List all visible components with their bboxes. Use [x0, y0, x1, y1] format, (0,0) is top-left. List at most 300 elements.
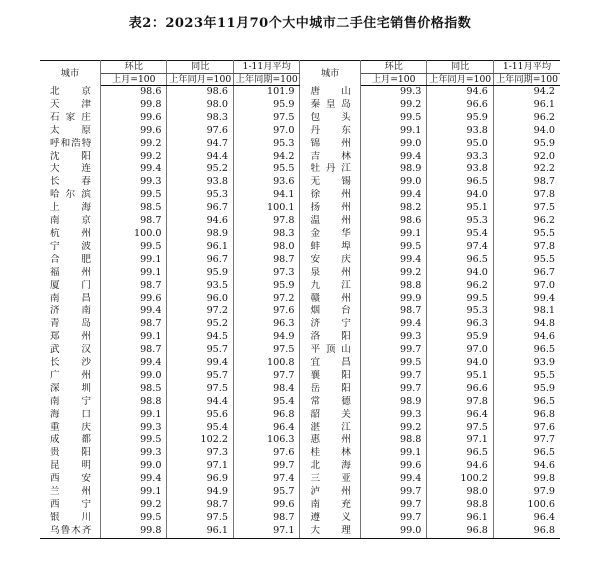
cell-city-left: 长春 [40, 176, 100, 189]
header-row-group [40, 61, 560, 74]
cell-city-right: 无锡 [300, 176, 360, 189]
cell-ytd-right: 97.9 [533, 486, 555, 498]
cell-ytd-left: 97.5 [233, 344, 300, 357]
table-row [40, 215, 560, 228]
cell-city-left: 重庆 [40, 422, 100, 435]
table-row [40, 241, 560, 254]
cell-yoy-left: 94.7 [167, 138, 234, 151]
cell-ytd-left: 98.7 [233, 254, 300, 267]
cell-city-right: 泸州 [300, 486, 360, 499]
cell-city-left: 北京 [40, 86, 100, 99]
cell-mom-right: 99.3 [360, 331, 427, 344]
table-row [40, 138, 560, 151]
cell-yoy-right: 93.8 [427, 163, 494, 176]
table-row [40, 305, 560, 318]
cell-mom-left: 99.0 [100, 370, 167, 383]
cell-mom-left: 98.5 [100, 202, 167, 215]
cell-city-left: 哈尔滨 [40, 189, 100, 202]
cell-city-right: 遵义 [300, 512, 360, 525]
cell-city-left: 厦门 [40, 280, 100, 293]
cell-city-right: 包头 [300, 112, 360, 125]
cell-yoy-right: 95.1 [427, 202, 494, 215]
cell-yoy-right: 96.6 [427, 99, 494, 112]
table-row [40, 434, 560, 447]
cell-yoy-right: 96.3 [427, 318, 494, 331]
cell-city-right: 平顶山 [300, 344, 360, 357]
cell-city-right: 秦皇岛 [300, 99, 360, 112]
cell-city-right: 洛阳 [300, 331, 360, 344]
cell-city-left: 贵阳 [40, 447, 100, 460]
cell-ytd-left: 100.8 [233, 357, 300, 370]
cell-yoy-right: 95.0 [427, 138, 494, 151]
cell-city-right: 烟台 [300, 305, 360, 318]
cell-ytd-right: 97.0 [533, 279, 555, 291]
cell-ytd-left: 95.4 [233, 396, 300, 409]
cell-ytd-right: 95.5 [533, 369, 555, 381]
cell-yoy-left: 94.4 [167, 396, 234, 409]
cell-mom-right: 99.0 [360, 138, 427, 151]
cell-yoy-right: 99.5 [427, 293, 494, 306]
cell-mom-right: 98.9 [360, 163, 427, 176]
cell-mom-right: 99.3 [360, 409, 427, 422]
cell-yoy-right: 93.3 [427, 151, 494, 164]
cell-ytd-right: 94.8 [533, 318, 555, 330]
cell-ytd-left: 97.5 [233, 112, 300, 125]
cell-ytd-left: 106.3 [233, 434, 300, 447]
table-row [40, 254, 560, 267]
cell-ytd-left: 99.7 [233, 460, 300, 473]
cell-yoy-right: 95.3 [427, 305, 494, 318]
cell-yoy-left: 95.6 [167, 409, 234, 422]
cell-city-right: 徐州 [300, 189, 360, 202]
cell-yoy-left: 98.6 [167, 86, 234, 99]
cell-mom-left: 99.3 [100, 422, 167, 435]
cell-yoy-left: 97.1 [167, 460, 234, 473]
cell-ytd-right: 98.7 [533, 176, 555, 188]
cell-yoy-left: 102.2 [167, 434, 234, 447]
cell-yoy-right: 96.5 [427, 176, 494, 189]
cell-mom-right: 99.2 [360, 422, 427, 435]
cell-yoy-left: 97.5 [167, 512, 234, 525]
cell-yoy-right: 93.8 [427, 125, 494, 138]
cell-city-left: 沈阳 [40, 151, 100, 164]
cell-ytd-left: 98.0 [233, 241, 300, 254]
cell-ytd-right: 99.8 [533, 473, 555, 485]
cell-ytd-right: 99.4 [533, 292, 555, 304]
cell-city-left: 济南 [40, 305, 100, 318]
cell-ytd-right: 98.1 [533, 305, 555, 317]
table-row [40, 460, 560, 473]
table-row [40, 512, 560, 525]
cell-yoy-right: 98.8 [427, 499, 494, 512]
cell-yoy-right: 95.9 [427, 331, 494, 344]
cell-yoy-right: 96.2 [427, 280, 494, 293]
cell-city-left: 西安 [40, 473, 100, 486]
cell-city-left: 海口 [40, 409, 100, 422]
cell-yoy-left: 98.9 [167, 228, 234, 241]
cell-yoy-left: 95.2 [167, 163, 234, 176]
table-row [40, 189, 560, 202]
cell-yoy-left: 95.3 [167, 189, 234, 202]
cell-ytd-left: 98.3 [233, 228, 300, 241]
cell-mom-left: 99.4 [100, 163, 167, 176]
cell-mom-left: 99.1 [100, 331, 167, 344]
cell-yoy-right: 94.0 [427, 189, 494, 202]
cell-ytd-right: 92.2 [533, 163, 555, 175]
cell-city-left: 乌鲁木齐 [40, 525, 100, 538]
cell-ytd-left: 97.8 [233, 215, 300, 228]
cell-mom-right: 99.7 [360, 512, 427, 525]
table-row [40, 525, 560, 538]
cell-city-right: 襄阳 [300, 370, 360, 383]
cell-yoy-right: 95.9 [427, 112, 494, 125]
cell-ytd-left: 94.1 [233, 189, 300, 202]
cell-city-right: 赣州 [300, 293, 360, 306]
table-row [40, 486, 560, 499]
cell-ytd-right: 95.5 [533, 227, 555, 239]
cell-mom-left: 99.4 [100, 473, 167, 486]
cell-mom-right: 98.7 [360, 305, 427, 318]
cell-yoy-left: 95.4 [167, 422, 234, 435]
cell-city-right: 惠州 [300, 434, 360, 447]
cell-ytd-right: 100.6 [527, 499, 555, 510]
cell-ytd-right: 95.9 [533, 137, 555, 149]
cell-city-right: 金华 [300, 228, 360, 241]
cell-mom-right: 99.0 [360, 525, 427, 538]
cell-ytd-left: 97.0 [233, 125, 300, 138]
cell-mom-left: 98.7 [100, 280, 167, 293]
cell-yoy-right: 94.0 [427, 357, 494, 370]
cell-ytd-right: 94.0 [533, 124, 555, 136]
cell-mom-right: 99.4 [360, 473, 427, 486]
cell-city-right: 扬州 [300, 202, 360, 215]
header-yoy-right: 同比 [427, 61, 494, 74]
cell-ytd-right: 95.9 [533, 382, 555, 394]
cell-city-right: 安庆 [300, 254, 360, 267]
cell-ytd-left: 101.9 [233, 86, 300, 99]
cell-mom-right: 98.8 [360, 280, 427, 293]
cell-yoy-right: 97.0 [427, 344, 494, 357]
cell-yoy-left: 96.0 [167, 293, 234, 306]
cell-city-right: 北海 [300, 460, 360, 473]
cell-yoy-right: 97.5 [427, 422, 494, 435]
cell-ytd-right: 95.5 [533, 253, 555, 265]
cell-city-left: 杭州 [40, 228, 100, 241]
cell-yoy-left: 96.7 [167, 202, 234, 215]
cell-mom-left: 99.4 [100, 305, 167, 318]
table-row [40, 163, 560, 176]
cell-yoy-left: 98.7 [167, 499, 234, 512]
cell-ytd-left: 97.4 [233, 473, 300, 486]
cell-mom-right: 99.4 [360, 189, 427, 202]
header-city-right: 城市 [300, 61, 360, 86]
cell-ytd-left: 96.3 [233, 318, 300, 331]
header-mom-base-right: 上月=100 [360, 73, 427, 86]
cell-yoy-left: 93.8 [167, 176, 234, 189]
cell-yoy-left: 97.2 [167, 305, 234, 318]
cell-mom-left: 99.8 [100, 525, 167, 538]
table-row [40, 293, 560, 306]
cell-yoy-left: 96.1 [167, 525, 234, 538]
cell-yoy-right: 95.4 [427, 228, 494, 241]
cell-city-left: 广州 [40, 370, 100, 383]
cell-yoy-left: 94.5 [167, 331, 234, 344]
cell-mom-left: 99.1 [100, 409, 167, 422]
cell-yoy-right: 100.2 [427, 473, 494, 486]
cell-city-left: 深圳 [40, 383, 100, 396]
cell-mom-right: 99.9 [360, 293, 427, 306]
cell-mom-left: 99.5 [100, 512, 167, 525]
cell-yoy-right: 96.8 [427, 525, 494, 538]
cell-ytd-right: 96.5 [533, 447, 555, 459]
cell-city-right: 吉林 [300, 151, 360, 164]
cell-yoy-left: 97.5 [167, 383, 234, 396]
cell-ytd-left: 96.8 [233, 409, 300, 422]
cell-mom-left: 99.6 [100, 112, 167, 125]
cell-yoy-left: 99.4 [167, 357, 234, 370]
cell-ytd-left: 100.1 [233, 202, 300, 215]
cell-yoy-right: 96.4 [427, 409, 494, 422]
cell-ytd-right: 96.1 [533, 98, 555, 110]
header-ytd-right: 1-11月平均 [493, 61, 560, 74]
cell-ytd-left: 95.9 [233, 280, 300, 293]
cell-ytd-right: 93.9 [533, 357, 555, 369]
cell-mom-right: 99.4 [360, 151, 427, 164]
cell-city-left: 兰州 [40, 486, 100, 499]
cell-mom-left: 100.0 [100, 228, 167, 241]
cell-yoy-right: 94.0 [427, 267, 494, 280]
cell-ytd-right: 92.0 [533, 150, 555, 162]
cell-mom-right: 99.1 [360, 228, 427, 241]
cell-yoy-left: 95.7 [167, 370, 234, 383]
cell-ytd-left: 97.7 [233, 370, 300, 383]
cell-city-left: 南宁 [40, 396, 100, 409]
cell-yoy-left: 96.7 [167, 254, 234, 267]
table-row [40, 396, 560, 409]
cell-mom-left: 99.1 [100, 254, 167, 267]
cell-mom-left: 98.7 [100, 318, 167, 331]
cell-ytd-left: 96.4 [233, 422, 300, 435]
cell-yoy-right: 94.6 [427, 460, 494, 473]
table-row [40, 344, 560, 357]
cell-yoy-right: 98.0 [427, 486, 494, 499]
cell-mom-right: 99.1 [360, 447, 427, 460]
cell-ytd-left: 99.6 [233, 499, 300, 512]
header-ytd-base-right: 上年同期=100 [493, 73, 560, 86]
cell-city-left: 银川 [40, 512, 100, 525]
table-row [40, 202, 560, 215]
table-row [40, 228, 560, 241]
cell-ytd-left: 94.9 [233, 331, 300, 344]
cell-ytd-left: 97.3 [233, 267, 300, 280]
cell-yoy-left: 95.9 [167, 267, 234, 280]
header-yoy-base-left: 上年同月=100 [167, 73, 234, 86]
cell-mom-left: 99.0 [100, 460, 167, 473]
cell-city-right: 丹东 [300, 125, 360, 138]
cell-yoy-left: 98.3 [167, 112, 234, 125]
cell-yoy-right: 96.5 [427, 254, 494, 267]
cell-mom-right: 99.2 [360, 267, 427, 280]
cell-city-right: 牡丹江 [300, 163, 360, 176]
cell-mom-right: 99.7 [360, 344, 427, 357]
cell-mom-right: 99.7 [360, 383, 427, 396]
cell-city-right: 南充 [300, 499, 360, 512]
cell-yoy-left: 98.0 [167, 99, 234, 112]
cell-mom-left: 99.5 [100, 241, 167, 254]
cell-mom-right: 99.7 [360, 499, 427, 512]
cell-ytd-right: 96.4 [533, 511, 555, 523]
cell-ytd-right: 97.8 [533, 189, 555, 201]
cell-city-left: 天津 [40, 99, 100, 112]
cell-city-left: 石家庄 [40, 112, 100, 125]
cell-city-left: 昆明 [40, 460, 100, 473]
table-row [40, 447, 560, 460]
cell-ytd-left: 98.7 [233, 512, 300, 525]
cell-mom-left: 99.4 [100, 357, 167, 370]
cell-yoy-left: 94.6 [167, 215, 234, 228]
cell-mom-left: 98.7 [100, 344, 167, 357]
cell-city-right: 锦州 [300, 138, 360, 151]
cell-mom-left: 99.1 [100, 267, 167, 280]
cell-yoy-right: 97.4 [427, 241, 494, 254]
cell-mom-right: 99.1 [360, 125, 427, 138]
header-mom-right: 环比 [360, 61, 427, 74]
table-row [40, 125, 560, 138]
cell-mom-left: 99.2 [100, 499, 167, 512]
cell-city-right: 济宁 [300, 318, 360, 331]
cell-city-left: 福州 [40, 267, 100, 280]
cell-mom-left: 99.2 [100, 151, 167, 164]
cell-mom-right: 99.5 [360, 357, 427, 370]
table-row [40, 370, 560, 383]
header-ytd-base-left: 上年同期=100 [233, 73, 300, 86]
cell-city-left: 武汉 [40, 344, 100, 357]
cell-ytd-left: 97.1 [233, 525, 300, 538]
header-yoy-left: 同比 [167, 61, 234, 74]
cell-ytd-left: 95.9 [233, 99, 300, 112]
cell-city-left: 合肥 [40, 254, 100, 267]
price-index-table [40, 60, 560, 539]
table-row [40, 280, 560, 293]
table-row [40, 99, 560, 112]
cell-yoy-right: 94.6 [427, 86, 494, 99]
cell-mom-right: 98.2 [360, 202, 427, 215]
cell-city-left: 青岛 [40, 318, 100, 331]
cell-yoy-right: 95.3 [427, 215, 494, 228]
cell-city-right: 岳阳 [300, 383, 360, 396]
cell-yoy-left: 96.9 [167, 473, 234, 486]
cell-city-right: 三亚 [300, 473, 360, 486]
cell-ytd-left: 97.6 [233, 305, 300, 318]
cell-ytd-right: 96.7 [533, 266, 555, 278]
cell-city-right: 九江 [300, 280, 360, 293]
cell-ytd-left: 93.6 [233, 176, 300, 189]
cell-ytd-right: 94.6 [533, 331, 555, 343]
table-row [40, 318, 560, 331]
cell-mom-right: 99.2 [360, 99, 427, 112]
cell-ytd-left: 95.5 [233, 163, 300, 176]
cell-ytd-left: 94.2 [233, 151, 300, 164]
table-row [40, 473, 560, 486]
cell-mom-right: 99.6 [360, 460, 427, 473]
cell-ytd-right: 96.2 [533, 215, 555, 227]
cell-ytd-right: 94.6 [533, 460, 555, 472]
cell-yoy-left: 97.3 [167, 447, 234, 460]
cell-city-left: 呼和浩特 [40, 138, 100, 151]
cell-city-left: 大连 [40, 163, 100, 176]
cell-mom-right: 99.4 [360, 318, 427, 331]
cell-city-left: 成都 [40, 434, 100, 447]
cell-mom-left: 99.2 [100, 138, 167, 151]
cell-ytd-right: 96.5 [533, 395, 555, 407]
cell-ytd-right: 96.8 [493, 525, 560, 538]
cell-mom-left: 99.6 [100, 125, 167, 138]
cell-mom-left: 98.5 [100, 383, 167, 396]
cell-yoy-left: 93.5 [167, 280, 234, 293]
cell-yoy-right: 96.6 [427, 383, 494, 396]
cell-ytd-right: 97.7 [533, 434, 555, 446]
cell-ytd-right: 96.2 [533, 111, 555, 123]
table-row [40, 422, 560, 435]
cell-city-right: 大理 [300, 525, 360, 538]
cell-mom-left: 98.8 [100, 396, 167, 409]
table-row [40, 112, 560, 125]
cell-ytd-left: 95.3 [233, 138, 300, 151]
cell-city-left: 长沙 [40, 357, 100, 370]
cell-mom-left: 99.3 [100, 176, 167, 189]
table-row [40, 331, 560, 344]
cell-ytd-left: 97.2 [233, 293, 300, 306]
cell-ytd-left: 98.4 [233, 383, 300, 396]
cell-city-right: 蚌埠 [300, 241, 360, 254]
cell-mom-right: 99.0 [360, 176, 427, 189]
cell-yoy-left: 96.1 [167, 241, 234, 254]
cell-city-right: 桂林 [300, 447, 360, 460]
cell-yoy-right: 97.1 [427, 434, 494, 447]
cell-ytd-right: 96.8 [533, 408, 555, 420]
cell-mom-right: 98.9 [360, 396, 427, 409]
cell-mom-left: 99.5 [100, 434, 167, 447]
cell-city-left: 太原 [40, 125, 100, 138]
cell-yoy-left: 94.4 [167, 151, 234, 164]
cell-yoy-left: 95.7 [167, 344, 234, 357]
cell-city-left: 南昌 [40, 293, 100, 306]
cell-ytd-right: 94.2 [533, 86, 555, 97]
table-body [40, 86, 560, 539]
cell-yoy-right: 97.8 [427, 396, 494, 409]
table-row [40, 499, 560, 512]
header-mom-left: 环比 [100, 61, 167, 74]
table-row [40, 409, 560, 422]
cell-ytd-left: 97.6 [233, 447, 300, 460]
cell-yoy-left: 95.2 [167, 318, 234, 331]
table-row [40, 176, 560, 189]
cell-ytd-right: 96.5 [533, 344, 555, 356]
cell-city-right: 泉州 [300, 267, 360, 280]
cell-city-right: 唐山 [300, 86, 360, 99]
cell-ytd-right: 97.8 [533, 240, 555, 252]
cell-city-right: 温州 [300, 215, 360, 228]
table-row [40, 267, 560, 280]
cell-mom-right: 99.7 [360, 486, 427, 499]
cell-city-right: 韶关 [300, 409, 360, 422]
cell-mom-left: 99.1 [100, 486, 167, 499]
cell-city-left: 上海 [40, 202, 100, 215]
cell-yoy-left: 94.9 [167, 486, 234, 499]
cell-ytd-right: 97.5 [533, 202, 555, 214]
cell-mom-left: 98.7 [100, 215, 167, 228]
cell-mom-right: 99.5 [360, 112, 427, 125]
